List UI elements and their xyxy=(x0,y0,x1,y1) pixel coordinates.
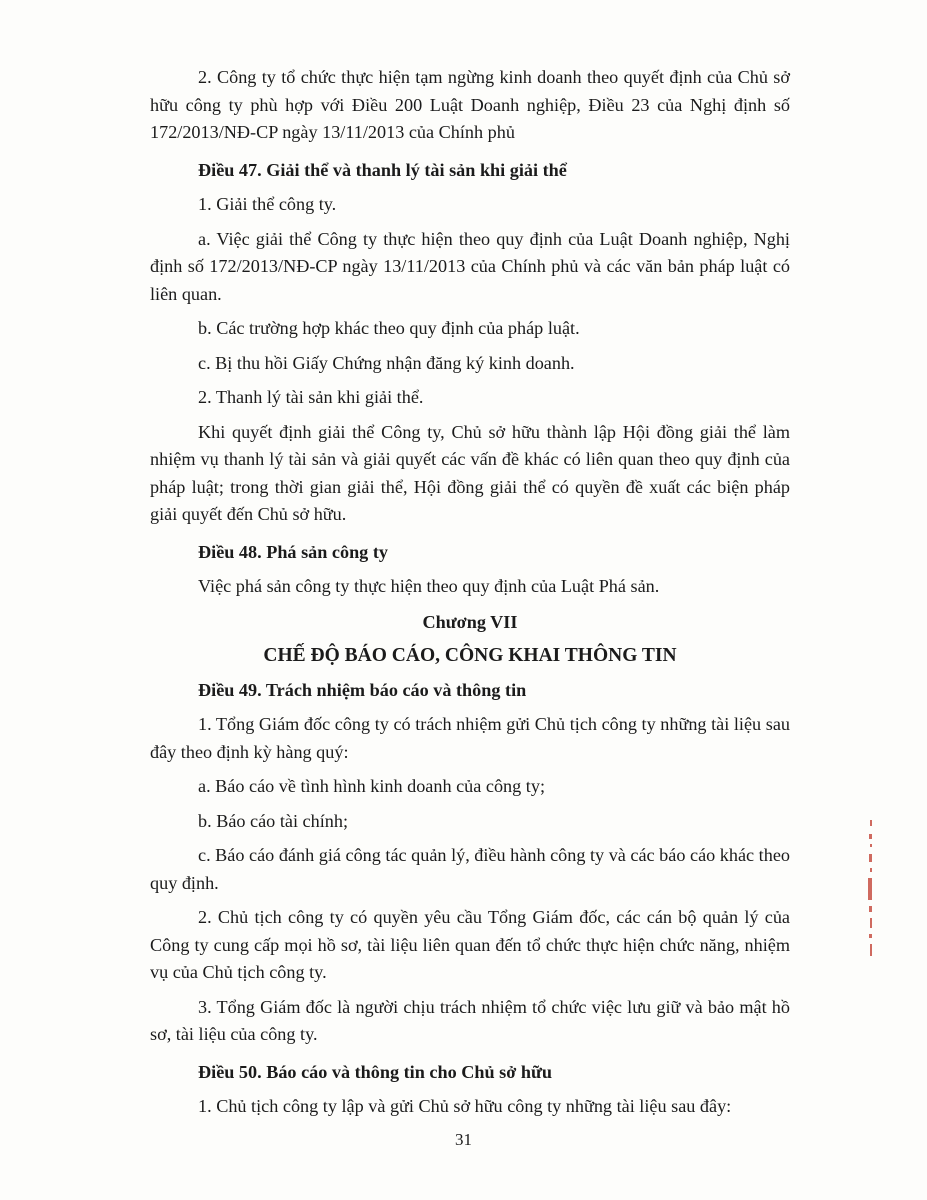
article-50-heading: Điều 50. Báo cáo và thông tin cho Chủ sở hữu xyxy=(198,1061,552,1082)
paragraph: Việc phá sản công ty thực hiện theo quy định của Luật Phá sản. xyxy=(198,576,660,596)
paragraph: 1. Chủ tịch công ty lập và gửi Chủ sở hữu công ty những tài liệu sau đây: xyxy=(198,1096,732,1116)
paragraph: a. Việc giải thể Công ty thực hiện theo quy định của Luật Doanh nghiệp, Nghị định số 172/2013/NĐ-CP ngày 13/11/2013 của Chính phủ và các văn bản pháp luật có liên quan. xyxy=(150,228,790,304)
paragraph: b. Báo cáo tài chính; xyxy=(198,810,349,831)
paragraph: c. Báo cáo đánh giá công tác quản lý, điều hành công ty và các báo cáo khác theo quy định. xyxy=(150,845,790,893)
chapter-title: CHẾ ĐỘ BÁO CÁO, CÔNG KHAI THÔNG TIN xyxy=(263,645,677,666)
article-48-heading: Điều 48. Phá sản công ty xyxy=(198,541,388,562)
paragraph: a. Báo cáo về tình hình kinh doanh của công ty; xyxy=(198,776,545,796)
paragraph: 2. Chủ tịch công ty có quyền yêu cầu Tổng Giám đốc, các cán bộ quản lý của Công ty cung cấp mọi hồ sơ, tài liệu liên quan đến tổ chức thực hiện chức năng, nhiệm vụ của Chủ tịch công ty. xyxy=(150,907,790,982)
paragraph: 1. Tổng Giám đốc công ty có trách nhiệm gửi Chủ tịch công ty những tài liệu sau đây theo định kỳ hàng quý: xyxy=(150,714,790,762)
article-49-heading: Điều 49. Trách nhiệm báo cáo và thông tin xyxy=(198,679,527,700)
paragraph: Khi quyết định giải thể Công ty, Chủ sở hữu thành lập Hội đồng giải thể làm nhiệm vụ thanh lý tài sản và giải quyết các vấn đề khác có liên quan theo quy định của pháp luật; trong thời gian giải thể, Hội đồng giải thể có quyền đề xuất các biện pháp giải quyết đến Chủ sở hữu. xyxy=(150,421,790,524)
chapter-number: Chương VII xyxy=(422,611,518,632)
margin-stamp-mark xyxy=(858,820,886,970)
paragraph: c. Bị thu hồi Giấy Chứng nhận đăng ký kinh doanh. xyxy=(198,352,575,373)
paragraph: 2. Thanh lý tài sản khi giải thể. xyxy=(198,387,424,407)
paragraph: b. Các trường hợp khác theo quy định của pháp luật. xyxy=(198,318,580,338)
paragraph: 3. Tổng Giám đốc là người chịu trách nhiệm tổ chức việc lưu giữ và bảo mật hồ sơ, tài liệu của công ty. xyxy=(150,996,790,1044)
page-number: 31 xyxy=(455,1130,472,1149)
paragraph: 2. Công ty tổ chức thực hiện tạm ngừng kinh doanh theo quyết định của Chủ sở hữu công ty phù hợp với Điều 200 Luật Doanh nghiệp, Điều 23 của Nghị định số 172/2013/NĐ-CP ngày 13/11/2013 của Chính phủ xyxy=(150,67,790,142)
paragraph: 1. Giải thể công ty. xyxy=(198,194,337,214)
article-47-heading: Điều 47. Giải thể và thanh lý tài sản khi giải thể xyxy=(198,159,567,180)
document-body xyxy=(150,64,790,1121)
